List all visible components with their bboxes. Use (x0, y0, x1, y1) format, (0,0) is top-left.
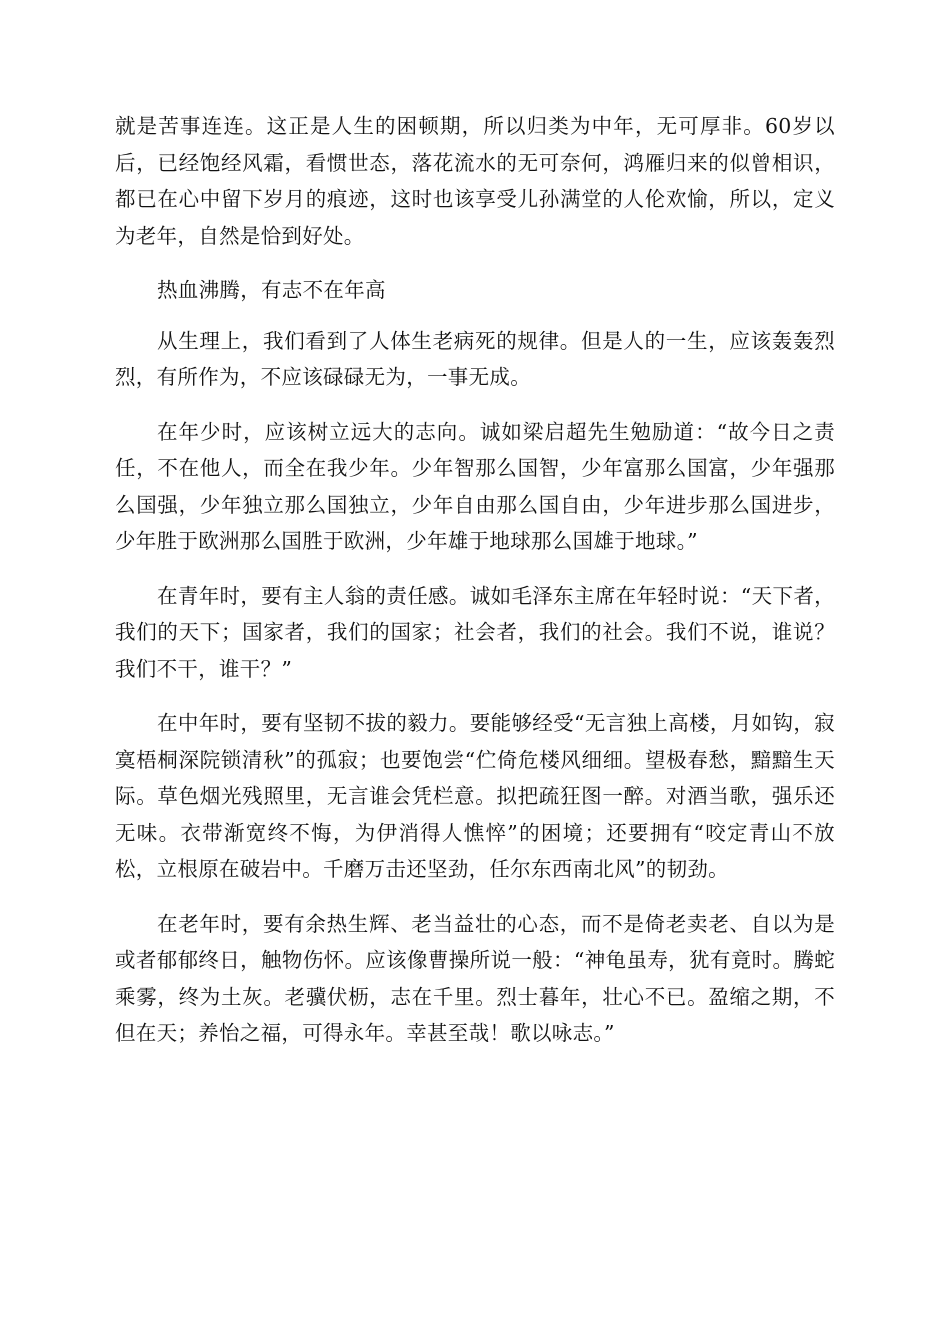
paragraph-young-adult: 在青年时，要有主人翁的责任感。诚如毛泽东主席在年轻时说：“天下者，我们的天下；国家者，我们的国家；社会者，我们的社会。我们不说，谁说？我们不干，谁干？” (115, 583, 835, 681)
paragraph-old-age: 在老年时，要有余热生辉、老当益壮的心态，而不是倚老卖老、自以为是或者郁郁终日，触物伤怀。应该像曹操所说一般：“神龟虽寿，犹有竟时。腾蛇乘雾，终为土灰。老骥伏枥，志在千里。烈士暮年，壮心不已。盈缩之期，不但在天；养怡之福，可得永年。幸甚至哉！歌以咏志。” (115, 911, 835, 1045)
paragraph-physiology: 从生理上，我们看到了人体生老病死的规律。但是人的一生，应该轰轰烈烈，有所作为，不应该碌碌无为，一事无成。 (115, 328, 835, 389)
section-heading: 热血沸腾，有志不在年高 (157, 278, 386, 302)
paragraph-continuation: 就是苦事连连。这正是人生的困顿期，所以归类为中年，无可厚非。60岁以后，已经饱经风霜，看惯世态，落花流水的无可奈何，鸿雁归来的似曾相识，都已在心中留下岁月的痕迹，这时也该享受儿孙满堂的人伦欢愉，所以，定义为老年，自然是恰到好处。 (115, 114, 835, 248)
document-page (115, 108, 835, 1070)
paragraph-youth: 在年少时，应该树立远大的志向。诚如梁启超先生勉励道：“故今日之责任，不在他人，而全在我少年。少年智那么国智，少年富那么国富，少年强那么国强，少年独立那么国独立，少年自由那么国自由，少年进步那么国进步，少年胜于欧洲那么国胜于欧洲，少年雄于地球那么国雄于地球。” (115, 419, 835, 553)
paragraph-middle-age: 在中年时，要有坚韧不拔的毅力。要能够经受“无言独上高楼，月如钩，寂寞梧桐深院锁清秋”的孤寂；也要饱尝“伫倚危楼风细细。望极春愁，黯黯生天际。草色烟光残照里，无言谁会凭栏意。拟把疏狂图一醉。对酒当歌，强乐还无味。衣带渐宽终不悔，为伊消得人憔悴”的困境；还要拥有“咬定青山不放松，立根原在破岩中。千磨万击还坚劲，任尔东西南北风”的韧劲。 (115, 711, 835, 881)
